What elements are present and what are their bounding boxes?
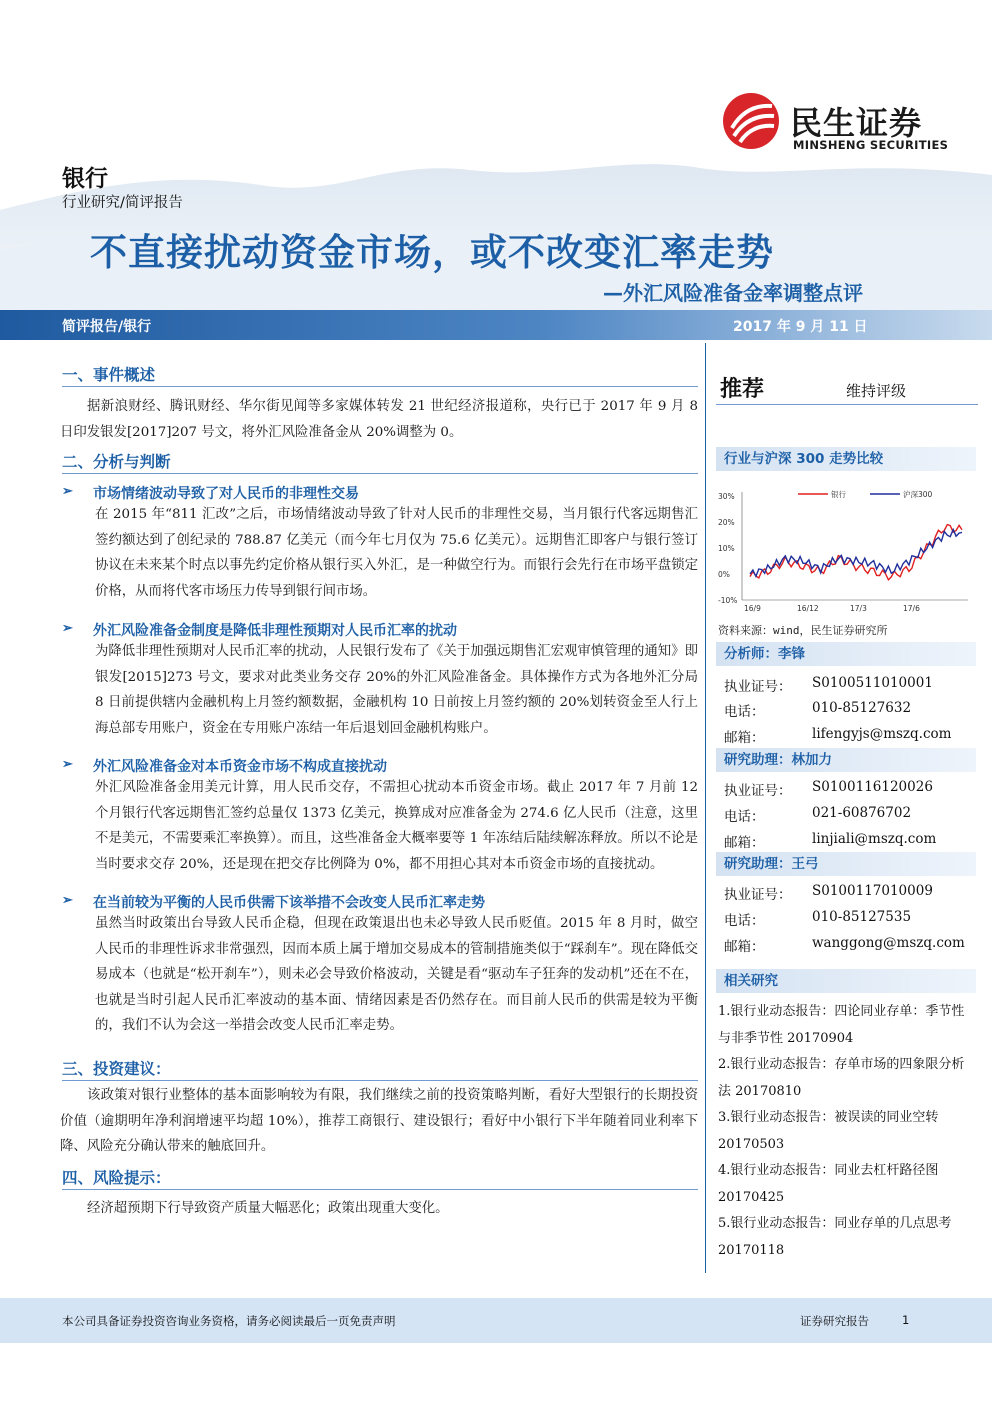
report-title: 不直接扰动资金市场，或不改变汇率走势	[90, 231, 774, 274]
y-tick-label: 20%	[718, 518, 735, 527]
section-divider	[62, 1189, 698, 1190]
bullet-1-text: 在 2015 年“811 汇改”之后，市场情绪波动导致了针对人民币的非理性交易，当月银行代客远期售汇签约额达到了创纪录的 788.87 亿美元（而今年七月仅为 75.6 亿美元）。远期售汇即客户与银行签订协议在未来某个时点以事先约定价格从银行买入外汇，是一种做空行为。而银行会先行在市场平盘锁定价格，从而将代客市场压力传导到银行间市场。	[95, 507, 698, 599]
chart-source: 资料来源：wind，民生证券研究所	[718, 624, 888, 637]
bullet-4-title: 在当前较为平衡的人民币供需下该举措不会改变人民币汇率走势	[93, 895, 485, 911]
rating-divider	[716, 404, 978, 405]
y-tick-label: 0%	[718, 570, 730, 579]
x-tick-label: 16/9	[744, 604, 761, 613]
related-research-heading: 相关研究	[716, 969, 976, 993]
related-item-1[interactable]: 1.银行业动态报告：四论同业存单：季节性与非季节性 20170904	[718, 1004, 965, 1046]
section-divider	[62, 386, 698, 387]
series-line-1	[750, 525, 962, 580]
section-divider	[62, 1080, 698, 1081]
industry-label: 银行	[62, 166, 108, 192]
x-tick-label: 17/3	[850, 604, 867, 613]
bullet-arrow-icon: ➢	[62, 621, 73, 636]
y-tick-label: 30%	[718, 492, 735, 501]
assistant-1-license: S0100116120026	[812, 779, 933, 795]
assistant-1-license-label: 执业证号：	[724, 783, 792, 799]
section-3-paragraph: 该政策对银行业整体的基本面影响较为有限，我们继续之前的投资策略判断，看好大型银行的长期投资价值（逾期明年净利润增速平均超 10%），推荐工商银行、建设银行；看好中小银行下半年随着同业利率下降、风险充分确认带来的触底回升。	[60, 1088, 698, 1155]
section-1-paragraph: 据新浪财经、腾讯财经、华尔街见闻等多家媒体转发 21 世纪经济报道称，央行已于 2017 年 9 月 8 日印发银发[2017]207 号文，将外汇风险准备金从 20%调整为 0。	[60, 399, 698, 440]
trend-chart	[716, 484, 978, 618]
analyst-license-label: 执业证号：	[724, 679, 792, 695]
related-item-2[interactable]: 2.银行业动态报告：存单市场的四象限分析法 20170810	[718, 1057, 965, 1099]
minsheng-logo-icon	[722, 92, 780, 150]
rating-label: 推荐	[720, 377, 765, 402]
brand-name: 民生证券	[790, 104, 923, 142]
x-tick-label: 16/12	[797, 604, 819, 613]
column-divider	[705, 343, 706, 1273]
bullet-arrow-icon: ➢	[62, 484, 73, 499]
assistant-2-phone-label: 电话：	[724, 913, 765, 929]
analyst-phone-label: 电话：	[724, 704, 765, 720]
section-2-title: 二、分析与判断	[62, 453, 171, 471]
footer-disclaimer: 本公司具备证券投资咨询业务资格，请务必阅读最后一页免责声明	[62, 1314, 396, 1328]
section-4-title: 四、风险提示：	[62, 1169, 171, 1187]
assistant-2-phone: 010-85127535	[812, 909, 912, 925]
section-divider	[62, 473, 698, 474]
rating-note: 维持评级	[846, 382, 907, 400]
legend-label: 沪深300	[903, 490, 933, 499]
related-item-5[interactable]: 5.银行业动态报告：同业存单的几点思考 20170118	[718, 1216, 952, 1258]
section-4-paragraph: 经济超预期下行导致资产质量大幅恶化；政策出现重大变化。	[87, 1201, 449, 1216]
x-tick-label: 17/6	[903, 604, 920, 613]
bullet-2-title: 外汇风险准备金制度是降低非理性预期对人民币汇率的扰动	[93, 623, 457, 639]
bullet-1-title: 市场情绪波动导致了对人民币的非理性交易	[93, 486, 359, 502]
assistant-2-email[interactable]: wanggong@mszq.com	[812, 935, 965, 951]
y-tick-label: 10%	[718, 544, 735, 553]
report-type: 行业研究/简评报告	[62, 195, 183, 211]
bullet-4-text: 虽然当时政策出台导致人民币企稳，但现在政策退出也未必导致人民币贬值。2015 年 8 月时，做空人民币的非理性诉求非常强烈，因而本质上属于增加交易成本的管制措施类似于“踩刹车”。现在降低交易成本（也就是“松开刹车”），则未必会导致价格波动，关键是看“驱动车子狂奔的发动机”还在不在，也就是当时引起人民币汇率波动的基本面、情绪因素是否仍然存在。而目前人民币的供需是较为平衡的，我们不认为会这一举措会改变人民币汇率走势。	[95, 916, 698, 1034]
band-category: 简评报告/银行	[62, 319, 152, 335]
assistant-1-heading: 研究助理：林加力	[716, 748, 976, 772]
bullet-3-text: 外汇风险准备金用美元计算，用人民币交存，不需担心扰动本币资金市场。截止 2017 年 7 月前 12 个月银行代客远期售汇签约总量仅 1373 亿美元，换算成对应准备金为 274.6 亿人民币（注意，这里不是美元，不需要乘汇率换算）。而且，这些准备金大概率要等 1 年冻结后陆续解冻释放。所以不论是当时要求交存 20%，还是现在把交存比例降为 0%，都不用担心其对本币资金市场的直接扰动。	[95, 780, 698, 872]
section-1-title: 一、事件概述	[62, 366, 156, 384]
assistant-1-phone: 021-60876702	[812, 805, 912, 821]
page-number: 1	[902, 1313, 910, 1327]
assistant-2-email-label: 邮箱：	[724, 939, 765, 955]
assistant-1-email[interactable]: linjiali@mszq.com	[812, 831, 937, 847]
analyst-email[interactable]: lifengyjs@mszq.com	[812, 726, 952, 742]
assistant-1-phone-label: 电话：	[724, 809, 765, 825]
assistant-2-license: S0100117010009	[812, 883, 933, 899]
related-item-3[interactable]: 3.银行业动态报告：被误读的同业空转 20170503	[718, 1110, 939, 1152]
assistant-2-license-label: 执业证号：	[724, 887, 792, 903]
report-subtitle: —外汇风险准备金率调整点评	[603, 281, 863, 305]
bullet-arrow-icon: ➢	[62, 757, 73, 772]
analyst-phone: 010-85127632	[812, 700, 912, 716]
analyst-heading: 分析师：李锋	[716, 642, 976, 666]
legend-label: 银行	[831, 490, 846, 499]
footer-report-label: 证券研究报告	[800, 1314, 869, 1328]
analyst-license: S0100511010001	[812, 675, 933, 691]
analyst-email-label: 邮箱：	[724, 730, 765, 746]
bullet-3-title: 外汇风险准备金对本币资金市场不构成直接扰动	[93, 759, 387, 775]
section-3-title: 三、投资建议：	[62, 1060, 171, 1078]
chart-heading: 行业与沪深 300 走势比较	[716, 447, 976, 471]
bullet-arrow-icon: ➢	[62, 893, 73, 908]
assistant-1-email-label: 邮箱：	[724, 835, 765, 851]
brand-name-english: MINSHENG SECURITIES	[793, 138, 949, 152]
report-date: 2017 年 9 月 11 日	[733, 319, 868, 335]
bullet-2-text: 为降低非理性预期对人民币汇率的扰动，人民银行发布了《关于加强远期售汇宏观审慎管理的通知》即银发[2015]273 号文，要求对此类业务交存 20%的外汇风险准备金。具体操作方式为各地外汇分局 8 日前提供辖内金融机构上月签约额数据，金融机构 10 日前按上月签约额的 20%划转资金至人行上海总部专用账户，资金在专用账户冻结一年后退划回金融机构账户。	[95, 644, 698, 736]
y-tick-label: -10%	[718, 596, 738, 605]
related-item-4[interactable]: 4.银行业动态报告：同业去杠杆路径图 20170425	[718, 1163, 939, 1205]
assistant-2-heading: 研究助理：王弓	[716, 852, 976, 876]
